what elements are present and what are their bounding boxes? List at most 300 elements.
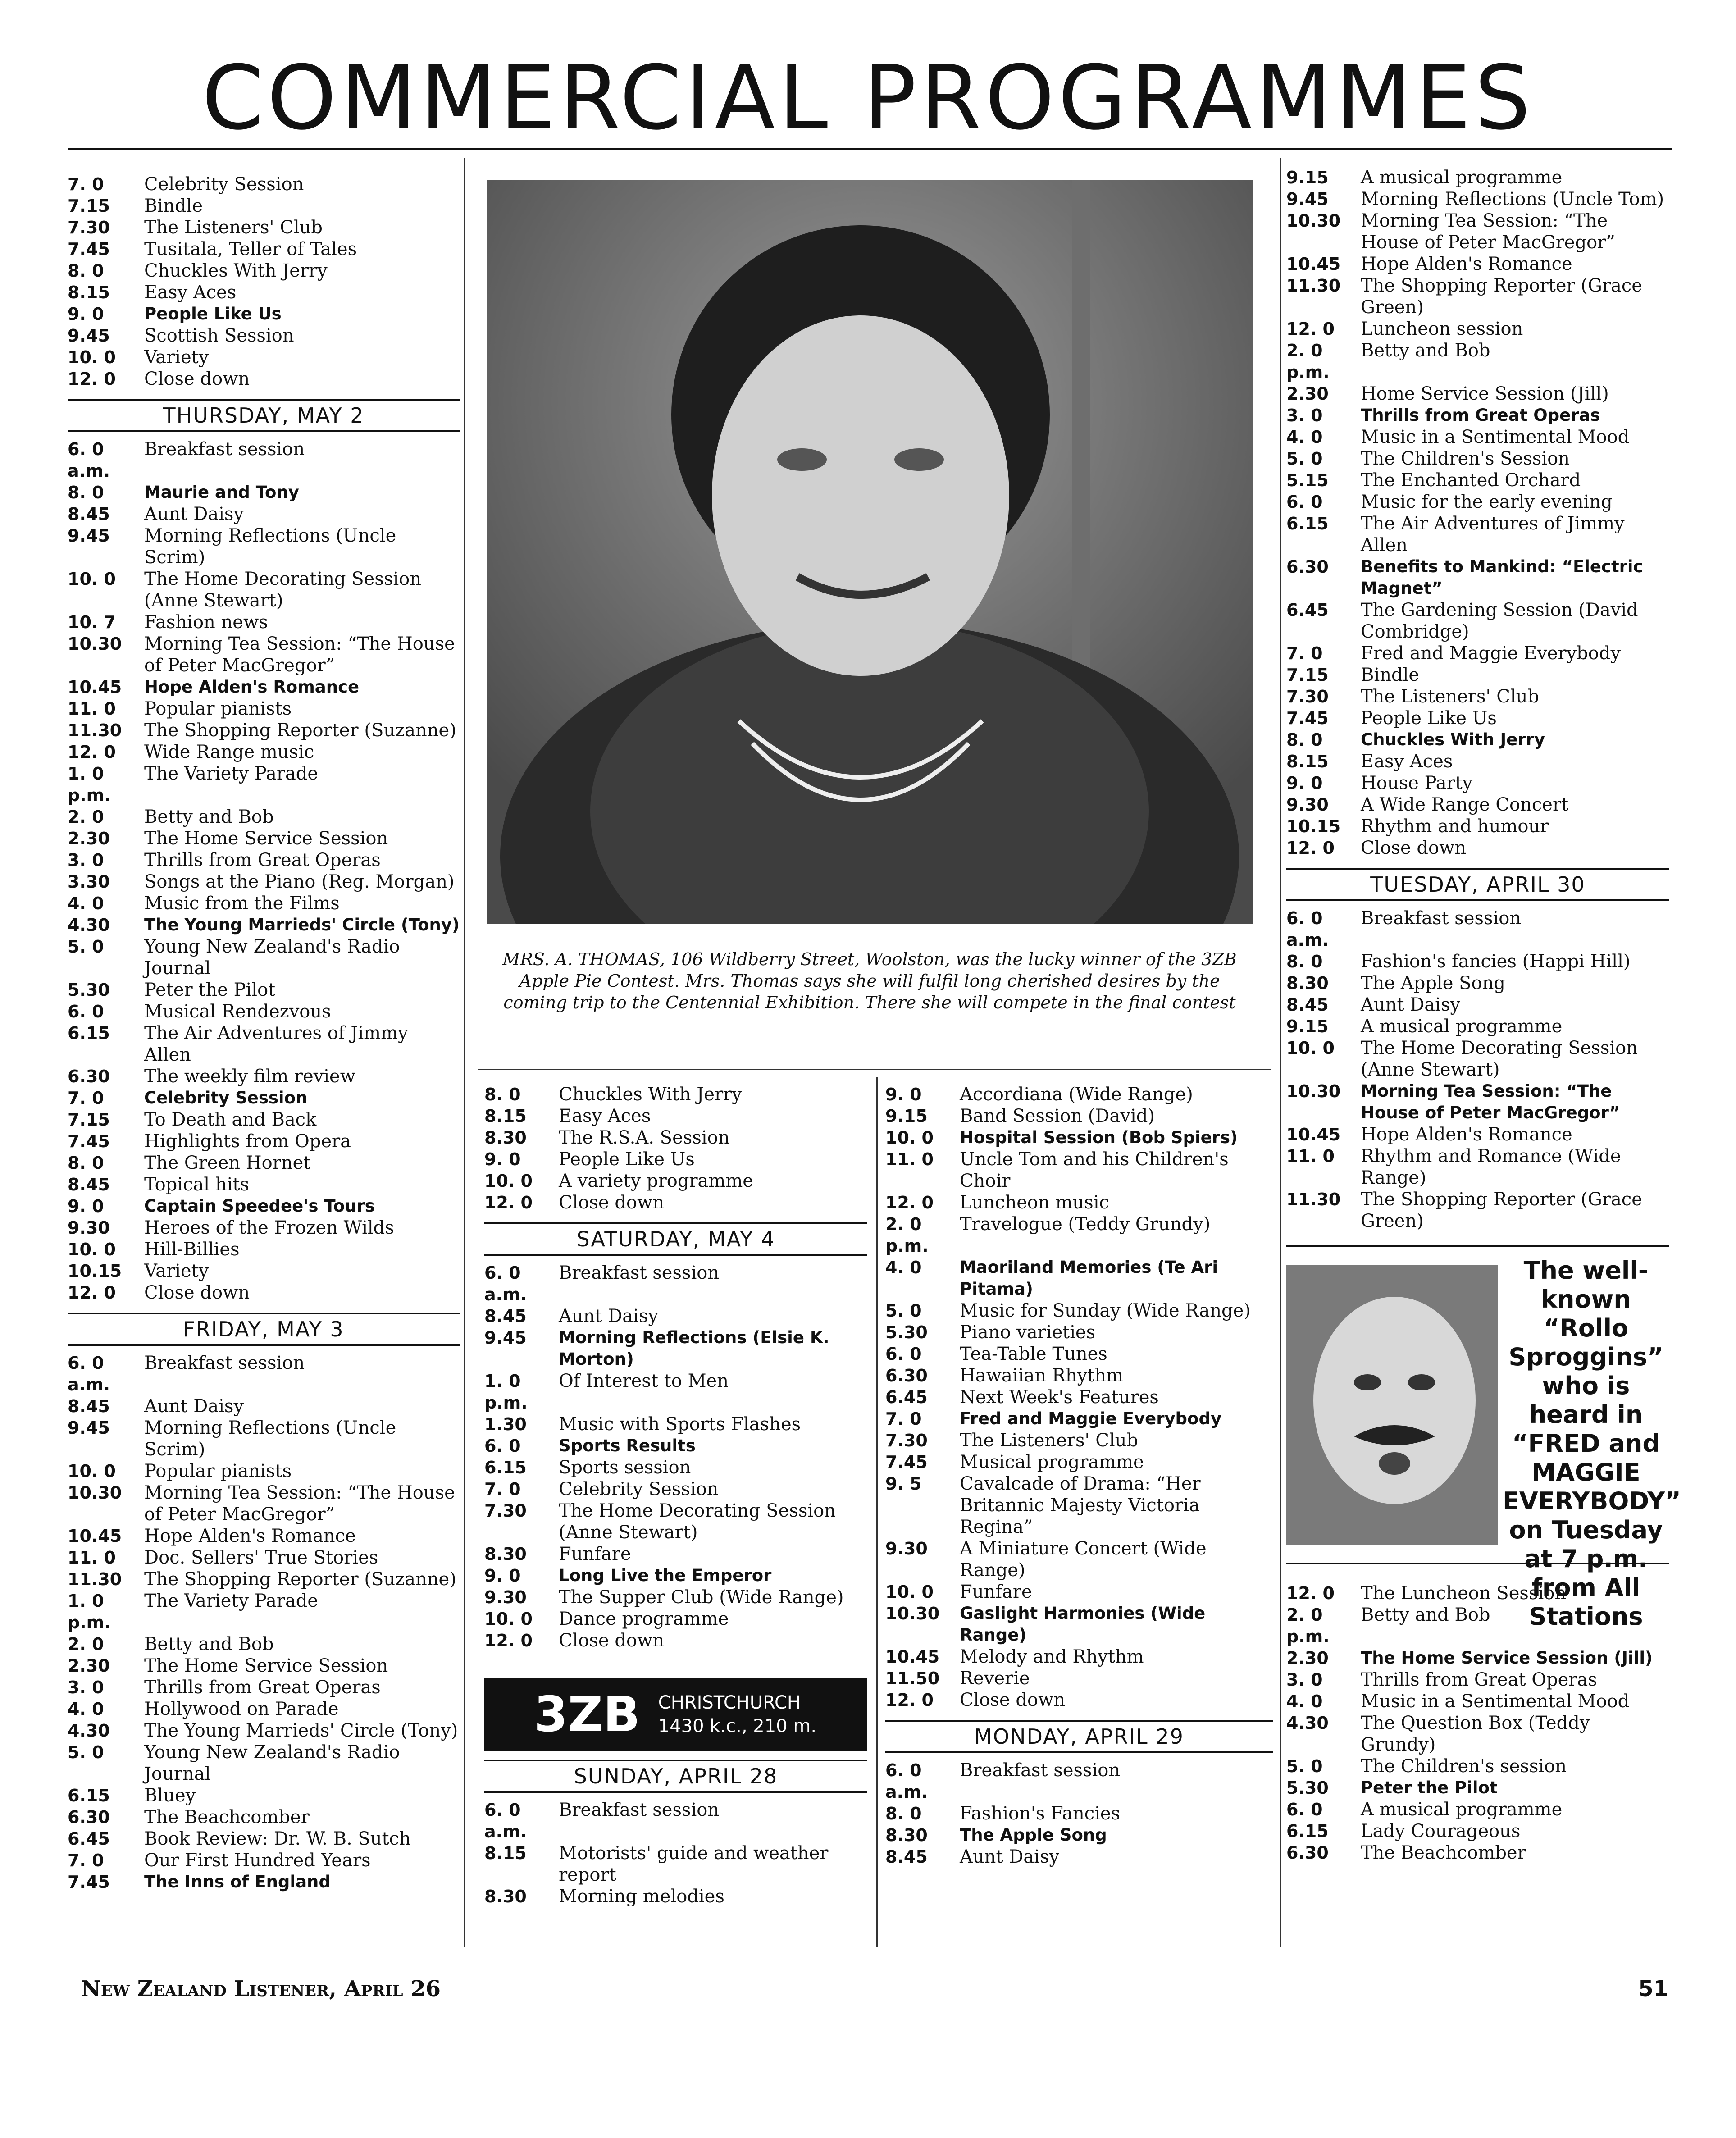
schedule-programme: Heroes of the Frozen Wilds (144, 1217, 394, 1238)
schedule-row (484, 1327, 867, 1370)
schedule-time: 3. 0 (1286, 1670, 1323, 1690)
schedule-row (885, 1603, 1273, 1646)
schedule-row (484, 1500, 867, 1543)
schedule-time: 4. 0 (1286, 1691, 1323, 1711)
schedule-row (1286, 1016, 1669, 1037)
schedule-row (68, 173, 460, 195)
schedule-row (885, 1846, 1273, 1868)
schedule-row (1286, 794, 1669, 816)
schedule-programme: Young New Zealand's Radio Journal (144, 936, 400, 979)
schedule-row (885, 1473, 1273, 1538)
column-divider-3 (876, 1077, 878, 1947)
schedule-programme: Close down (144, 1282, 250, 1303)
schedule-row (885, 1149, 1273, 1192)
schedule-time: 10.45 (1286, 1125, 1341, 1144)
schedule-row (68, 438, 460, 482)
schedule-programme: The Children's session (1361, 1756, 1567, 1777)
schedule-programme: Fred and Maggie Everybody (1361, 643, 1621, 664)
schedule-time: 8. 0 (1286, 952, 1323, 971)
schedule-row (68, 979, 460, 1001)
schedule-time: 11. 0 (68, 699, 116, 719)
schedule-time: 8.45 (68, 1396, 110, 1416)
schedule-row (885, 1300, 1273, 1322)
schedule-time: 8.15 (484, 1106, 527, 1126)
schedule-programme: Variety (144, 347, 209, 368)
schedule-programme: Young New Zealand's Radio Journal (144, 1742, 400, 1784)
schedule-row (1286, 643, 1669, 664)
schedule-programme: The Home Decorating Session (Anne Stewart) (1361, 1038, 1638, 1080)
schedule-programme: The Question Box (Teddy Grundy) (1361, 1713, 1590, 1755)
schedule-programme: Music from the Films (144, 893, 340, 914)
schedule-time: 4. 0 (885, 1258, 922, 1277)
schedule-programme: The Home Service Session (Jill) (1361, 1648, 1653, 1668)
schedule-time: 11.30 (1286, 276, 1341, 296)
schedule-programme: Breakfast session (559, 1800, 720, 1820)
schedule-row (68, 1395, 460, 1417)
schedule-list (885, 1760, 1273, 1868)
schedule-time: 2.30 (68, 829, 110, 848)
schedule-programme: Betty and Bob (1361, 1605, 1490, 1625)
schedule-time: 7. 0 (1286, 643, 1323, 663)
schedule-time: 7. 0 (484, 1479, 521, 1499)
schedule-programme: Music for Sunday (Wide Range) (960, 1300, 1251, 1321)
schedule-row (1286, 1777, 1669, 1799)
schedule-programme: The Home Service Session (144, 1655, 388, 1676)
schedule-time: 10.30 (68, 1483, 122, 1503)
schedule-row (68, 1785, 460, 1806)
schedule-time: 6. 0 a.m. (484, 1800, 527, 1842)
schedule-programme: House Party (1361, 773, 1473, 793)
schedule-time: 8.15 (1286, 752, 1329, 771)
schedule-programme: Thrills from Great Operas (144, 1677, 381, 1698)
schedule-row (68, 1806, 460, 1828)
rollo-portrait-image (1286, 1265, 1498, 1545)
schedule-time: 8.15 (68, 283, 110, 302)
schedule-row (68, 720, 460, 741)
schedule-programme: The Gardening Session (David Combridge) (1361, 600, 1638, 642)
schedule-time: 7.45 (68, 1872, 110, 1892)
schedule-time: 9. 0 (885, 1085, 922, 1104)
schedule-programme: Celebrity Session (559, 1479, 719, 1500)
schedule-time: 9. 0 (484, 1566, 521, 1586)
schedule-programme: Aunt Daisy (1361, 994, 1461, 1015)
schedule-programme: Funfare (960, 1582, 1032, 1602)
schedule-row (885, 1213, 1273, 1257)
schedule-programme: Thrills from Great Operas (144, 850, 381, 871)
schedule-time: 12. 0 (1286, 319, 1335, 339)
schedule-programme: The weekly film review (144, 1066, 355, 1087)
schedule-row (68, 1547, 460, 1568)
schedule-time: 8.30 (484, 1887, 527, 1906)
schedule-time: 10. 0 (484, 1609, 533, 1629)
schedule-row (68, 368, 460, 390)
schedule-programme: Music with Sports Flashes (559, 1414, 801, 1435)
schedule-programme: Reverie (960, 1668, 1030, 1689)
schedule-programme: Betty and Bob (144, 807, 274, 827)
schedule-programme: Book Review: Dr. W. B. Sutch (144, 1828, 411, 1849)
schedule-time: 9.15 (1286, 168, 1329, 187)
schedule-row (68, 676, 460, 698)
schedule-row (68, 503, 460, 525)
schedule-programme: Popular pianists (144, 1461, 292, 1482)
schedule-programme: Bindle (1361, 665, 1420, 685)
schedule-programme: Luncheon music (960, 1192, 1109, 1213)
schedule-row (1286, 1189, 1669, 1232)
schedule-time: 2.30 (1286, 384, 1329, 404)
schedule-row (1286, 907, 1669, 951)
schedule-time: 9.45 (68, 1418, 110, 1438)
schedule-row (484, 1799, 867, 1842)
schedule-time: 6.30 (68, 1067, 110, 1086)
schedule-time: 3.30 (68, 872, 110, 892)
schedule-programme: Close down (144, 369, 250, 389)
page-number: 51 (1638, 1976, 1668, 2001)
schedule-row (68, 568, 460, 611)
schedule-time: 3. 0 (68, 1678, 104, 1697)
schedule-row (68, 482, 460, 503)
schedule-programme: Songs at the Piano (Reg. Morgan) (144, 871, 455, 892)
schedule-row (68, 1066, 460, 1087)
schedule-list (1286, 907, 1669, 1232)
schedule-time: 5. 0 (885, 1301, 922, 1321)
schedule-programme: Breakfast session (144, 1353, 305, 1373)
schedule-time: 6.30 (1286, 1843, 1329, 1863)
schedule-row (68, 611, 460, 633)
schedule-programme: The Shopping Reporter (Suzanne) (144, 1569, 456, 1590)
schedule-time: 6.15 (484, 1458, 527, 1477)
schedule-list (484, 1262, 867, 1651)
schedule-time: 8. 0 (68, 261, 104, 281)
schedule-row (68, 1152, 460, 1174)
schedule-time: 10.45 (1286, 254, 1341, 274)
photo-caption: MRS. A. THOMAS, 106 Wildberry Street, Woolston, was the lucky winner of the 3ZB Apple Pie Contest. Mrs. Thomas says she will fulfil long cherished desires by the coming trip to the Centennial Exhibition. There she will compete in the final contest (502, 949, 1237, 1012)
schedule-row (1286, 1669, 1669, 1691)
photo-bottom-rule (478, 1069, 1271, 1070)
schedule-programme: Hill-Billies (144, 1239, 240, 1260)
day-heading: MONDAY, APRIL 29 (885, 1720, 1273, 1753)
schedule-programme: Our First Hundred Years (144, 1850, 371, 1871)
schedule-time: 10.45 (68, 677, 122, 697)
schedule-programme: Bluey (144, 1785, 196, 1806)
schedule-programme: Popular pianists (144, 698, 292, 719)
schedule-programme: Close down (559, 1192, 665, 1213)
schedule-time: 9.15 (1286, 1017, 1329, 1036)
schedule-time: 9.30 (68, 1218, 110, 1238)
schedule-row (68, 1460, 460, 1482)
schedule-time: 1. 0 p.m. (68, 1591, 111, 1632)
schedule-programme: Doc. Sellers' True Stories (144, 1547, 378, 1568)
schedule-row (885, 1646, 1273, 1668)
schedule-time: 6.15 (1286, 1821, 1329, 1841)
schedule-programme: Uncle Tom and his Children's Choir (960, 1149, 1229, 1191)
schedule-time: 11. 0 (885, 1149, 934, 1169)
schedule-programme: A Miniature Concert (Wide Range) (960, 1538, 1207, 1581)
schedule-time: 1. 0 p.m. (484, 1371, 528, 1413)
schedule-time: 7.45 (68, 1131, 110, 1151)
schedule-programme: Morning melodies (559, 1886, 724, 1907)
schedule-row (68, 525, 460, 568)
schedule-programme: Close down (960, 1690, 1066, 1710)
station-city: CHRISTCHURCH (658, 1692, 801, 1713)
schedule-time: 10. 0 (68, 569, 116, 589)
schedule-row (68, 1720, 460, 1741)
schedule-programme: Celebrity Session (144, 1088, 308, 1108)
schedule-row (885, 1689, 1273, 1711)
schedule-programme: The Home Decorating Session (Anne Stewart) (144, 569, 422, 611)
schedule-list (484, 1084, 867, 1213)
schedule-programme: The Beachcomber (1361, 1842, 1526, 1863)
schedule-programme: Easy Aces (1361, 751, 1453, 772)
schedule-programme: Easy Aces (144, 282, 237, 303)
schedule-row (1286, 340, 1669, 383)
schedule-programme: Chuckles With Jerry (144, 260, 328, 281)
schedule-row (484, 1084, 867, 1105)
schedule-row (68, 346, 460, 368)
schedule-row (484, 1170, 867, 1192)
schedule-row (885, 1824, 1273, 1846)
schedule-row (1286, 556, 1669, 599)
schedule-programme: Highlights from Opera (144, 1131, 351, 1152)
schedule-row (1286, 513, 1669, 556)
schedule-time: 9. 0 (1286, 773, 1323, 793)
schedule-programme: People Like Us (144, 304, 282, 324)
schedule-programme: Easy Aces (559, 1106, 651, 1126)
schedule-programme: Rhythm and Romance (Wide Range) (1361, 1146, 1621, 1188)
schedule-time: 6. 0 (1286, 1800, 1323, 1819)
column-2b (885, 1084, 1273, 1868)
schedule-programme: Morning Reflections (Uncle Scrim) (144, 1418, 396, 1460)
schedule-programme: Breakfast session (144, 439, 305, 460)
schedule-row (484, 1435, 867, 1457)
schedule-time: 6.30 (68, 1807, 110, 1827)
schedule-time: 12. 0 (68, 369, 116, 389)
schedule-programme: Music in a Sentimental Mood (1361, 427, 1630, 447)
schedule-row (1286, 837, 1669, 859)
station-details (658, 1691, 816, 1738)
schedule-programme: The Listeners' Club (144, 217, 323, 238)
schedule-time: 12. 0 (484, 1631, 533, 1650)
schedule-row (885, 1760, 1273, 1803)
schedule-row (484, 1586, 867, 1608)
schedule-programme: The Shopping Reporter (Grace Green) (1361, 275, 1642, 318)
schedule-programme: The Shopping Reporter (Suzanne) (144, 720, 456, 741)
schedule-row (885, 1386, 1273, 1408)
schedule-programme: Aunt Daisy (144, 504, 244, 524)
schedule-programme: The Listeners' Club (1361, 686, 1540, 707)
schedule-time: 4.30 (68, 1721, 110, 1741)
schedule-row (1286, 1842, 1669, 1864)
schedule-row (68, 1352, 460, 1395)
column-1 (68, 173, 460, 1893)
schedule-time: 11.30 (1286, 1190, 1341, 1209)
schedule-programme: The Home Decorating Session (Anne Stewart) (559, 1500, 836, 1543)
day-heading: TUESDAY, APRIL 30 (1286, 868, 1669, 901)
schedule-programme: The Children's Session (1361, 448, 1570, 469)
schedule-row (68, 1195, 460, 1217)
schedule-row (885, 1581, 1273, 1603)
schedule-time: 9.45 (1286, 189, 1329, 209)
schedule-time: 5.15 (1286, 470, 1329, 490)
schedule-time: 9.15 (885, 1106, 928, 1126)
schedule-row (68, 1417, 460, 1460)
schedule-list (68, 173, 460, 390)
schedule-time: 7. 0 (68, 1088, 104, 1108)
schedule-row (1286, 951, 1669, 972)
schedule-programme: Music in a Sentimental Mood (1361, 1691, 1630, 1712)
schedule-time: 2.30 (68, 1656, 110, 1676)
schedule-row (1286, 210, 1669, 253)
schedule-programme: The Beachcomber (144, 1807, 310, 1828)
schedule-row (68, 914, 460, 936)
schedule-time: 5. 0 (1286, 449, 1323, 469)
schedule-time: 7.15 (1286, 665, 1329, 685)
schedule-programme: Close down (559, 1630, 665, 1651)
schedule-programme: The Apple Song (960, 1825, 1107, 1845)
schedule-programme: Funfare (559, 1544, 631, 1564)
schedule-programme: A musical programme (1361, 1016, 1563, 1037)
schedule-row (1286, 686, 1669, 707)
schedule-programme: Accordiana (Wide Range) (960, 1084, 1193, 1105)
schedule-time: 9.45 (68, 526, 110, 546)
schedule-row (885, 1257, 1273, 1300)
schedule-time: 9. 0 (68, 304, 104, 324)
schedule-time: 6.30 (1286, 557, 1329, 577)
portrait-image (487, 180, 1253, 924)
schedule-time: 7. 0 (68, 174, 104, 194)
schedule-time: 6. 0 a.m. (484, 1263, 527, 1304)
column-2a (484, 1084, 867, 1907)
schedule-time: 11.30 (68, 720, 122, 740)
schedule-time: 11. 0 (68, 1548, 116, 1568)
schedule-row (484, 1127, 867, 1149)
schedule-programme: Benefits to Mankind: “Electric Magnet” (1361, 557, 1643, 598)
schedule-row (68, 871, 460, 893)
schedule-time: 12. 0 (68, 742, 116, 762)
schedule-row (484, 1370, 867, 1413)
schedule-time: 12. 0 (885, 1690, 934, 1710)
schedule-row (885, 1668, 1273, 1689)
schedule-programme: Sports Results (559, 1436, 696, 1455)
schedule-row (885, 1322, 1273, 1343)
schedule-row (484, 1149, 867, 1170)
schedule-programme: Breakfast session (960, 1760, 1121, 1781)
schedule-programme: Next Week's Features (960, 1387, 1159, 1408)
schedule-row (484, 1457, 867, 1478)
schedule-programme: A variety programme (559, 1171, 753, 1191)
schedule-programme: Fashion's Fancies (960, 1803, 1121, 1824)
schedule-time: 7.15 (68, 1110, 110, 1130)
schedule-time: 5. 0 (1286, 1756, 1323, 1776)
schedule-row (1286, 1145, 1669, 1189)
schedule-row (885, 1127, 1273, 1149)
schedule-programme: Thrills from Great Operas (1361, 1669, 1597, 1690)
schedule-row (484, 1262, 867, 1305)
schedule-programme: A musical programme (1361, 1799, 1563, 1820)
station-frequency: 1430 k.c., 210 m. (658, 1716, 817, 1737)
schedule-row (484, 1192, 867, 1213)
schedule-row (1286, 275, 1669, 318)
schedule-programme: The Listeners' Club (960, 1430, 1139, 1451)
schedule-programme: Long Live the Emperor (559, 1566, 772, 1585)
schedule-row (68, 238, 460, 260)
schedule-programme: Cavalcade of Drama: “Her Britannic Majesty Victoria Regina” (960, 1473, 1201, 1537)
schedule-programme: The Shopping Reporter (Grace Green) (1361, 1189, 1642, 1231)
schedule-row (68, 633, 460, 676)
schedule-programme: Fashion's fancies (Happi Hill) (1361, 951, 1631, 972)
schedule-time: 2. 0 p.m. (1286, 1605, 1330, 1646)
footer-publication: New Zealand Listener, April 26 (81, 1976, 441, 2001)
schedule-time: 8.30 (484, 1128, 527, 1148)
schedule-row (68, 1568, 460, 1590)
schedule-row (68, 1217, 460, 1239)
schedule-programme: Morning Reflections (Uncle Scrim) (144, 525, 396, 568)
schedule-row (68, 1282, 460, 1304)
schedule-time: 12. 0 (885, 1193, 934, 1213)
schedule-time: 10.30 (68, 634, 122, 654)
station-banner (484, 1678, 867, 1751)
schedule-programme: Lady Courageous (1361, 1821, 1521, 1842)
schedule-row (68, 1828, 460, 1850)
schedule-time: 6. 0 a.m. (68, 439, 110, 481)
schedule-programme: Hawaiian Rhythm (960, 1365, 1123, 1386)
schedule-time: 10.30 (885, 1604, 940, 1623)
schedule-row (68, 282, 460, 303)
schedule-row (68, 1850, 460, 1871)
schedule-row (1286, 167, 1669, 188)
schedule-row (1286, 1124, 1669, 1145)
schedule-time: 8.30 (1286, 973, 1329, 993)
schedule-row (484, 1543, 867, 1565)
schedule-row (68, 936, 460, 979)
schedule-programme: The Enchanted Orchard (1361, 470, 1581, 491)
schedule-row (68, 303, 460, 325)
schedule-programme: Chuckles With Jerry (559, 1084, 742, 1105)
schedule-programme: Morning Reflections (Elsie K. Morton) (559, 1328, 829, 1369)
schedule-row (484, 1630, 867, 1651)
schedule-row (68, 1698, 460, 1720)
schedule-time: 10. 7 (68, 612, 116, 632)
schedule-time: 4.30 (68, 915, 110, 935)
schedule-list (1286, 167, 1669, 859)
day-heading: THURSDAY, MAY 2 (68, 399, 460, 432)
schedule-time: 4. 0 (1286, 427, 1323, 447)
schedule-time: 8. 0 (484, 1085, 521, 1104)
schedule-time: 9. 0 (68, 1196, 104, 1216)
schedule-row (1286, 972, 1669, 994)
schedule-row (68, 849, 460, 871)
schedule-time: 12. 0 (484, 1193, 533, 1213)
schedule-programme: Celebrity Session (144, 174, 304, 195)
day-heading: SUNDAY, APRIL 28 (484, 1760, 867, 1793)
schedule-programme: The Air Adventures of Jimmy Allen (1361, 513, 1625, 556)
schedule-programme: The Young Marrieds' Circle (Tony) (144, 1720, 458, 1741)
schedule-time: 8. 0 (885, 1804, 922, 1823)
schedule-row (484, 1886, 867, 1907)
schedule-time: 8.45 (68, 1175, 110, 1194)
schedule-time: 6.30 (885, 1366, 928, 1386)
schedule-time: 10. 0 (484, 1171, 533, 1191)
schedule-row (68, 1087, 460, 1109)
schedule-programme: The Inns of England (144, 1872, 331, 1892)
schedule-time: 7.45 (1286, 708, 1329, 728)
column-divider-2 (1280, 158, 1281, 1947)
schedule-programme: Breakfast session (1361, 908, 1522, 929)
schedule-time: 10. 0 (68, 1240, 116, 1259)
schedule-time: 7.30 (1286, 687, 1329, 707)
schedule-row (68, 893, 460, 914)
rollo-caption: The well-known “Rollo Sproggins” who is heard in “FRED and MAGGIE EVERYBODY” on Tuesday at 7 p.m. from All Stations (1503, 1256, 1681, 1631)
schedule-time: 5. 0 (68, 937, 104, 957)
